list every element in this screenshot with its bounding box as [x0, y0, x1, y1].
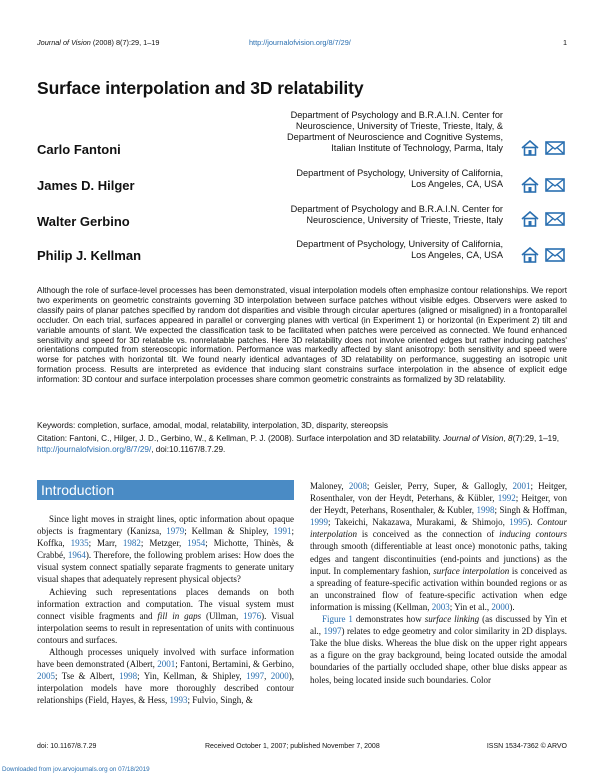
text-run: ; Geisler, Perry, Super, & Gallogly,: [366, 481, 513, 491]
author-affiliation: Department of Psychology, University of California, Los Angeles, CA, USA: [296, 239, 503, 260]
text-run: ).: [509, 601, 515, 612]
reference-link[interactable]: 1993: [169, 695, 188, 706]
text-run: ; Tse & Albert,: [55, 671, 120, 682]
author-affiliation: Department of Psychology, University of California, Los Angeles, CA, USA: [296, 168, 503, 189]
reference-link[interactable]: 1998: [119, 671, 138, 682]
journal-info: Journal of Vision (2008) 8(7):29, 1–19: [37, 38, 160, 47]
author-name: James D. Hilger: [37, 178, 135, 193]
reference-link[interactable]: 2001: [157, 659, 176, 670]
reference-link[interactable]: 2005: [37, 671, 55, 682]
text-run: is conceived as a spreading of feature-specific activation within bounded regions or as an unconstrained flow of feature-specific activation when edge information is missing (Kellman,: [310, 565, 567, 612]
reference-link[interactable]: 1979: [166, 526, 185, 537]
reference-link[interactable]: 1995: [509, 517, 528, 528]
text-run: through smooth (differentiable at least once) monotonic paths, taking edges and tangent discontinuities (end-points and junctions) as the input. In complementary fashion,: [310, 541, 567, 576]
citation: Citation: Fantoni, C., Hilger, J. D., Gerbino, W., & Kellman, P. J. (2008). Surface interpolation and 3D relatability. Journal of Vision, 8(7):29, 1–19, http://journalofvision.org/8/7/29/, doi:10.1167/8.7.29.: [37, 434, 560, 454]
mail-icon[interactable]: [545, 141, 565, 155]
reference-link[interactable]: 2000: [270, 671, 289, 682]
reference-link[interactable]: 1964: [67, 550, 86, 561]
paragraph: [37, 646, 294, 706]
journal-url-link[interactable]: http://journalofvision.org/8/7/29/: [249, 38, 351, 47]
paragraph: [37, 513, 294, 586]
text-run: ; Michotte, Thinès, & Crabbé,: [37, 538, 295, 561]
body-column-right: [310, 480, 567, 686]
home-icon[interactable]: [521, 140, 539, 156]
text-run: ; Yin et al.,: [449, 601, 492, 612]
text-run: ; Koffka,: [37, 526, 294, 549]
abstract: Although the role of surface-level processes has been demonstrated, visual interpolation models often emphasize contour relationships. We report two experiments on geometric constraints governing 3D interpolation between surface patches without visible edges. Observers were asked to classify pairs of planar patches specified by random dot disparities and visible through circular apertures (aligned or misaligned) in a frontoparallel occluder. On each trial, surfaces appeared in parallel or converging planes with vertical (in Experiment 1) or horizontal (in Experiment 2) tilt and variable amounts of slant. We expected the classification task to be facilitated when patches were perceived as connected. We found enhanced sensitivity and speed for 3D relatable vs. nonrelatable patches. Here 3D relatability does not involve oriented edges but rather inducing patches' orientations computed from stereoscopic information. Performance was markedly affected by slant anisotropy: both sensitivity and speed were worse for patches with horizontal tilt. We found nearly identical advantages of 3D relatability on performance, suggesting an isotropic unit formation process. Results are interpreted as evidence that inducing slant constrains surface interpolation in the absence of explicit edge information: 3D contour and surface interpolation processes share common geometric constraints as formalized by 3D relatability.: [37, 286, 567, 385]
page-number: 1: [562, 38, 567, 47]
text-run: ; Yin, Kellman, & Shipley,: [137, 671, 247, 682]
body-column-left: [37, 513, 294, 707]
reference-link[interactable]: 2000: [491, 601, 510, 612]
home-icon[interactable]: [521, 177, 539, 193]
reference-link[interactable]: 2003: [431, 601, 450, 612]
home-icon[interactable]: [521, 247, 539, 263]
reference-link[interactable]: 1954: [187, 538, 206, 549]
footer-received: Received October 1, 2007; published November 7, 2008: [205, 743, 380, 750]
reference-link[interactable]: 1935: [70, 538, 89, 549]
italic-term: surface interpolation: [433, 565, 510, 576]
text-run: Achieving such representations places demands on both information extraction and computation. The visual system must connect visible fragments and: [37, 586, 294, 621]
reference-link[interactable]: 1997: [323, 626, 342, 637]
text-run: ).: [527, 517, 537, 528]
author-contact-icons: [521, 211, 567, 227]
running-header: [37, 38, 567, 50]
text-run: ) relates to edge geometry and color similarity in 2D displays. Take the blue disks. Whereas the blue disk on the upper right appears as a figure on the gray background, being located outside the amodal boundaries of the partially occluded shape, other blue disks appear as holes, being located inside such boundaries. Color: [310, 626, 567, 685]
author-contact-icons: [521, 140, 567, 156]
text-run: ), interpolation models have more thoroughly described contour relationships (Field, Hayes, & Hess,: [37, 671, 294, 706]
keywords: Keywords: completion, surface, amodal, modal, relatability, interpolation, 3D, disparity, stereopsis: [37, 421, 389, 430]
text-run: Maloney,: [310, 481, 349, 491]
citation-url-link[interactable]: http://journalofvision.org/8/7/29/: [37, 444, 152, 454]
paragraph: [310, 613, 567, 686]
download-stamp: Downloaded from jov.arvojournals.org on 07/18/2019: [2, 766, 150, 773]
author-block: [37, 110, 567, 158]
text-run: ; Takeichi, Nakazawa, Murakami, & Shimojo,: [328, 517, 510, 528]
text-run: ,: [264, 671, 271, 682]
reference-link[interactable]: 1992: [497, 493, 516, 504]
reference-link[interactable]: 1991: [273, 526, 292, 537]
page-footer: [37, 743, 567, 755]
text-run: ; Marr,: [88, 538, 123, 549]
home-icon[interactable]: [521, 211, 539, 227]
author-block: [37, 168, 567, 194]
text-run: (as discussed by Yin et al.,: [310, 614, 567, 637]
author-contact-icons: [521, 247, 567, 263]
author-affiliation: Department of Psychology and B.R.A.I.N. Center for Neuroscience, University of Trieste, Trieste, Italy: [290, 204, 503, 225]
reference-link[interactable]: 1998: [476, 505, 495, 516]
author-name: Walter Gerbino: [37, 214, 130, 229]
mail-icon[interactable]: [545, 248, 565, 262]
section-title: Introduction: [41, 482, 115, 498]
paper-title: Surface interpolation and 3D relatability: [37, 78, 364, 98]
italic-term: Contour interpolation: [310, 517, 567, 540]
text-run: ). Visual interpolation seems to result in representation of units with continuous contours and surfaces.: [37, 610, 295, 645]
paragraph: [37, 586, 294, 646]
author-block: [37, 204, 567, 230]
text-run: ). Therefore, the following problem arises: How does the visual system connect spatially separate fragments to generate unitary visual shapes that adequately represent physical objects?: [37, 550, 294, 585]
text-run: is conceived as the connection of: [357, 529, 500, 540]
reference-link[interactable]: Figure 1: [322, 614, 353, 625]
text-run: ; Kellman & Shipley,: [184, 526, 274, 537]
text-run: (Ullman,: [201, 610, 244, 621]
text-run: ; Metzger,: [140, 538, 188, 549]
mail-icon[interactable]: [545, 212, 565, 226]
italic-term: inducing contours: [499, 529, 567, 540]
section-heading-bar: [37, 480, 294, 500]
reference-link[interactable]: 1999: [310, 517, 328, 528]
footer-issn: ISSN 1534-7362 © ARVO: [486, 743, 567, 750]
text-run: ; Heitger, von der Heydt, Peterhans, Rosenthaler, & Kubler,: [310, 493, 567, 516]
italic-term: fill in gaps: [157, 610, 202, 621]
reference-link[interactable]: 2008: [348, 481, 367, 491]
mail-icon[interactable]: [545, 178, 565, 192]
text-run: Although processes uniquely involved with surface information have been demonstrated (Albert,: [37, 647, 294, 670]
author-name: Carlo Fantoni: [37, 142, 121, 157]
reference-link[interactable]: 1976: [243, 610, 262, 621]
italic-term: surface linking: [424, 614, 480, 625]
author-name: Philip J. Kellman: [37, 248, 142, 263]
text-run: ; Heitger, Rosenthaler, von der Heydt, Peterhans, & Kübler,: [310, 481, 567, 504]
text-run: ; Fulvio, Singh, &: [187, 695, 253, 706]
text-run: demonstrates how: [352, 614, 425, 625]
text-run: ; Singh & Hoffman,: [494, 505, 567, 516]
author-contact-icons: [521, 177, 567, 193]
reference-link[interactable]: 2001: [512, 481, 531, 491]
text-run: ; Fantoni, Bertamini, & Gerbino,: [175, 659, 294, 670]
reference-link[interactable]: 1982: [122, 538, 141, 549]
author-affiliation: Department of Psychology and B.R.A.I.N. Center for Neuroscience, University of Trieste, Trieste, Italy, & Department of Neuroscience and Cognitive Systems, Italian Institute of Technology, Parma, Italy: [286, 110, 503, 153]
paragraph: [310, 480, 567, 613]
reference-link[interactable]: 1997: [246, 671, 265, 682]
footer-doi: doi: 10.1167/8.7.29: [37, 743, 97, 750]
text-run: Since light moves in straight lines, optic information about opaque objects is fragmentary (Kanizsa,: [37, 514, 294, 537]
author-block: [37, 239, 567, 265]
